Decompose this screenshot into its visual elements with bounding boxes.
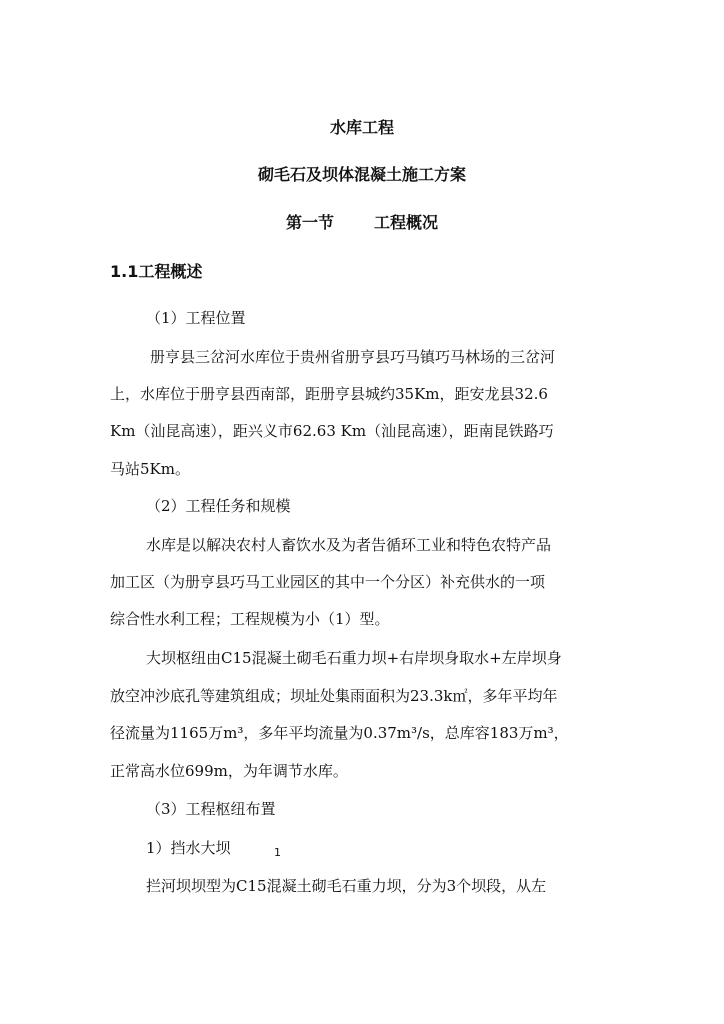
section-number: 第一节 [285, 213, 334, 232]
document-title: 水库工程 [329, 118, 394, 137]
paragraph-line: 拦河坝坝型为C15混凝土砌毛石重力坝，分为3个坝段，从左 [146, 877, 547, 895]
paragraph-line: 径流量为1165万m³，多年平均流量为0.37m³/s，总库容183万m³， [110, 724, 569, 742]
page-number: 1 [274, 846, 281, 859]
paragraph-line: Km（汕昆高速），距兴义市62.63 Km（汕昆高速），距南昆铁路巧 [110, 422, 554, 440]
section-title [0, 213, 724, 233]
paragraph-line: 水库是以解决农村人畜饮水及为者告循环工业和特色农特产品 [146, 536, 552, 554]
document-subtitle: 砌毛石及坝体混凝土施工方案 [257, 165, 466, 184]
paragraph-line: （3）工程枢纽布置 [146, 800, 276, 818]
paragraph-line: 1）挡水大坝 [146, 839, 231, 857]
paragraph-line: 上，水库位于册亨县西南部，距册亨县城约35Km，距安龙县32.6 [110, 385, 548, 403]
paragraph-line: 册亨县三岔河水库位于贵州省册亨县巧马镇巧马林场的三岔河 [150, 348, 556, 366]
paragraph-line: 正常高水位699m，为年调节水库。 [110, 762, 348, 780]
paragraph-line: 综合性水利工程；工程规模为小（1）型。 [110, 610, 390, 628]
paragraph-line: 马站5Km。 [110, 460, 190, 478]
paragraph-line: 大坝枢纽由C15混凝土砌毛石重力坝+右岸坝身取水+左岸坝身 [146, 649, 562, 667]
paragraph-line: （2）工程任务和规模 [146, 497, 291, 515]
paragraph-line: 放空冲沙底孔等建筑组成；坝址处集雨面积为23.3k㎡，多年平均年 [110, 687, 558, 705]
subsection-heading: 1.1工程概述 [110, 262, 203, 281]
section-name: 工程概况 [374, 213, 439, 232]
paragraph-line: （1）工程位置 [146, 309, 246, 327]
paragraph-line: 加工区（为册亨县巧马工业园区的其中一个分区）补充供水的一项 [110, 573, 546, 591]
